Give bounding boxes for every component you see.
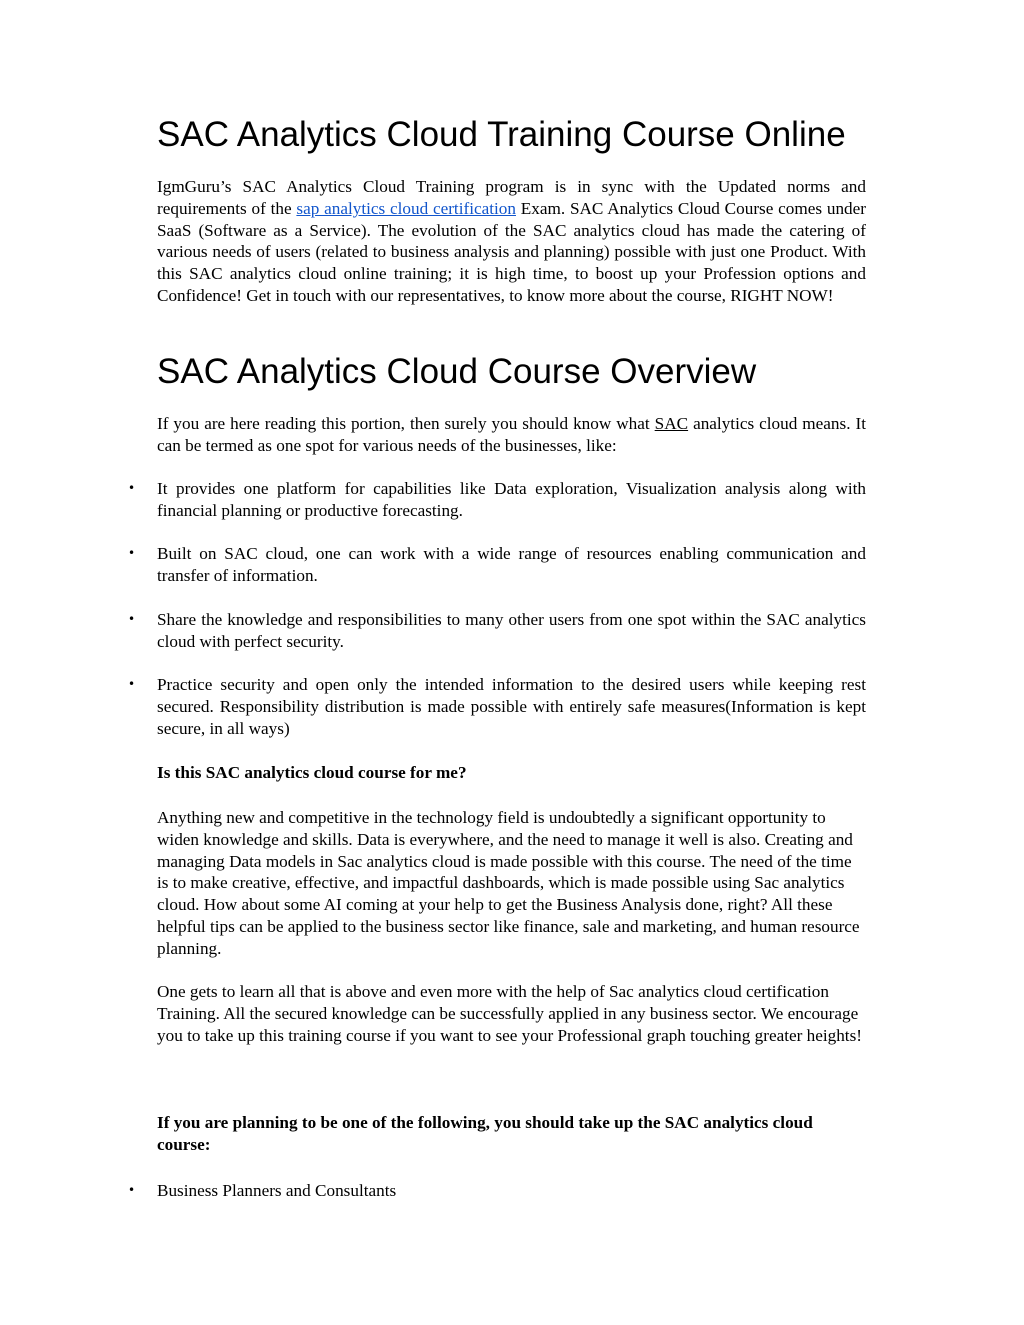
bullet-icon: •: [128, 612, 136, 626]
intro-text-end: Exam. SAC Analytics Cloud Course comes under SaaS (Software as a Service). The evolution of the SAC analytics cloud has made the catering of various needs of users (related to business analysis and planning) possible with just one Product. With this SAC analytics cloud online training; it is high time, to boost up your Profession options and Confidence! Get in touch with our representatives, to know more about the course, RIGHT NOW!: [157, 198, 866, 305]
overview-text-start: If you are here reading this portion, then surely you should know what: [157, 414, 655, 433]
intro-text-start: IgmGuru’s SAC Analytics Cloud Training program is in sync with the Updated norms and requirements of the: [157, 177, 866, 218]
list-item-text: Built on SAC cloud, one can work with a wide range of resources enabling communication and transfer of information.: [157, 544, 866, 585]
overview-text-end: analytics cloud means. It can be termed as one spot for various needs of the businesses, like:: [157, 414, 866, 455]
list-item-text: It provides one platform for capabilities like Data exploration, Visualization analysis along with financial planning or productive forecasting.: [157, 479, 866, 520]
page-title: SAC Analytics Cloud Training Course Online: [157, 115, 846, 154]
list-item: [128, 543, 866, 587]
sap-certification-link[interactable]: sap analytics cloud certification: [296, 198, 516, 218]
bullet-icon: •: [128, 481, 136, 495]
planning-heading: If you are planning to be one of the following, you should take up the SAC analytics cloud course:: [157, 1113, 813, 1154]
list-item: [128, 478, 866, 522]
intro-paragraph: [157, 176, 866, 307]
question-heading: Is this SAC analytics cloud course for me?: [157, 763, 467, 782]
list-item-text: Business Planners and Consultants: [157, 1181, 397, 1200]
body-paragraph: Anything new and competitive in the technology field is undoubtedly a significant opportunity to widen knowledge and skills. Data is everywhere, and the need to manage it well is also. Creating and managing Data models in Sac analytics cloud is made possible with this course. The need of the time is to make creative, effective, and impactful dashboards, which is made possible using Sac analytics cloud. How about some AI coming at your help to get the Business Analysis done, right? All these helpful tips can be applied to the business sector like finance, sale and marketing, and human resource planning.: [157, 808, 860, 958]
list-item-text: Share the knowledge and responsibilities to many other users from one spot within the SAC analytics cloud with perfect security.: [157, 610, 866, 651]
bullet-icon: •: [128, 677, 136, 691]
bullet-icon: •: [128, 546, 136, 560]
list-item-text: Practice security and open only the intended information to the desired users while keeping rest secured. Responsibility distribution is made possible with entirely safe measures(Information is kept secure, in all ways): [157, 675, 866, 738]
list-item: [128, 609, 866, 653]
list-item: [128, 674, 866, 739]
sac-link[interactable]: SAC: [654, 414, 689, 433]
overview-intro-paragraph: [157, 413, 866, 457]
bullet-icon: •: [128, 1183, 136, 1197]
body-paragraph: One gets to learn all that is above and even more with the help of Sac analytics cloud certification Training. All the secured knowledge can be successfully applied in any business sector. We encourage you to take up this training course if you want to see your Professional graph touching greater heights!: [157, 982, 862, 1045]
overview-heading: SAC Analytics Cloud Course Overview: [157, 352, 757, 391]
list-item: [128, 1180, 866, 1202]
